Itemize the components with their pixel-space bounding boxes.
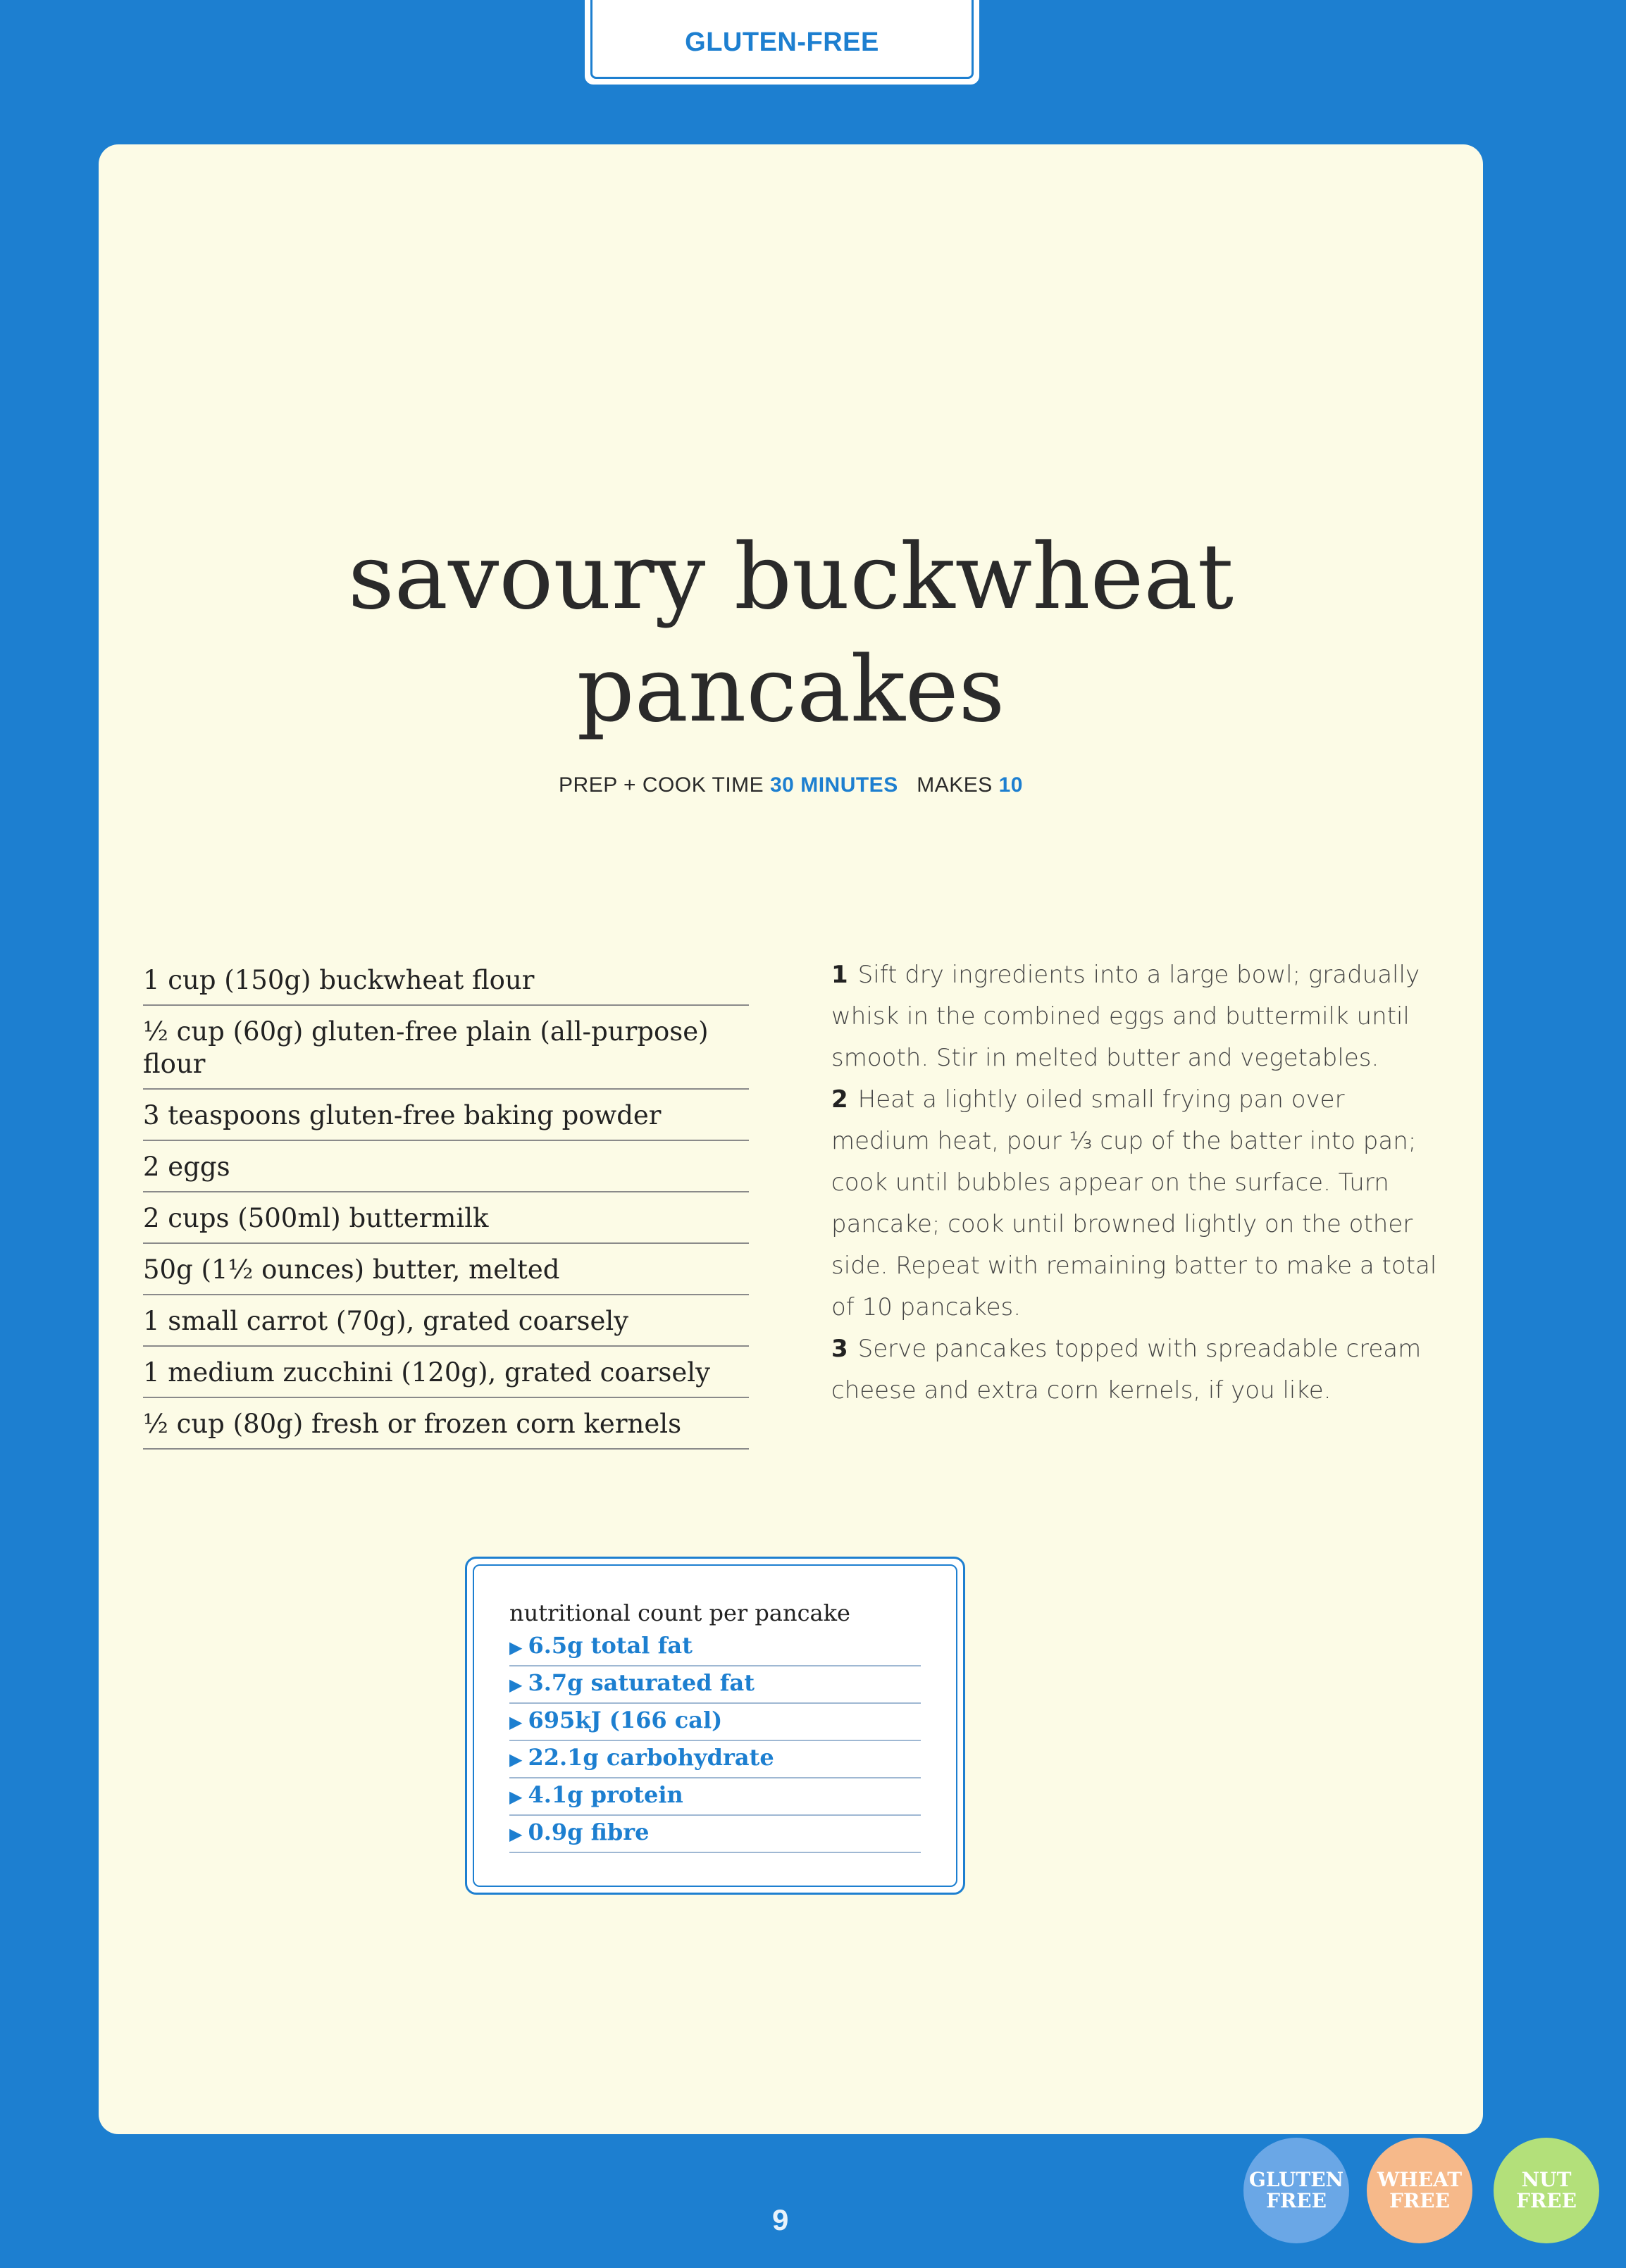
step-number: 3 [831,1335,848,1363]
gluten-free-badge [1243,2138,1349,2243]
step-text: Sift dry ingredients into a large bowl; gradually whisk in the combined eggs and buttermilk until smooth. Stir in melted butter and vegetables. [831,961,1420,1072]
ingredient-item: 1 small carrot (70g), grated coarsely [143,1295,749,1347]
badge-line: GLUTEN [1248,2168,1344,2191]
triangle-bullet-icon: ▶ [509,1786,523,1807]
nutrition-box-frame [473,1564,957,1887]
nutrition-box [465,1557,965,1895]
nutrition-item [509,1629,921,1666]
nutrition-value: 22.1g carbohydrate [528,1744,774,1771]
recipe-title-line2: pancakes [576,637,1005,742]
nutrition-value: 4.1g protein [528,1781,683,1808]
ingredient-item: 50g (1½ ounces) butter, melted [143,1244,749,1295]
nutrition-item [509,1666,921,1704]
ingredient-item: 2 eggs [143,1141,749,1192]
page-number: 9 [772,2203,789,2236]
nutrition-heading: nutritional count per pancake [509,1600,850,1626]
category-tab-label: GLUTEN-FREE [685,27,879,57]
step-number: 1 [831,961,848,989]
badge-line: FREE [1516,2189,1577,2212]
recipe-title [99,521,1483,747]
nut-free-badge [1494,2138,1599,2243]
recipe-title-line1: savoury buckwheat [347,525,1234,630]
nutrition-list [509,1629,921,1853]
badge-line: FREE [1389,2189,1450,2212]
triangle-bullet-icon: ▶ [509,1749,523,1769]
nutrition-value: 0.9g fibre [528,1819,650,1845]
nutrition-item [509,1741,921,1778]
badge-line: WHEAT [1377,2168,1463,2191]
nutrition-item [509,1704,921,1741]
makes-label: MAKES [917,773,993,797]
nutrition-value: 6.5g total fat [528,1632,693,1659]
badge-line: FREE [1266,2189,1327,2212]
ingredient-item: 1 medium zucchini (120g), grated coarsely [143,1347,749,1398]
triangle-bullet-icon: ▶ [509,1637,523,1657]
ingredient-item: ½ cup (80g) fresh or frozen corn kernels [143,1398,749,1450]
wheat-free-badge [1367,2138,1472,2243]
nutrition-item [509,1778,921,1816]
nutrition-value: 695kJ (166 cal) [528,1707,723,1733]
method-step [831,954,1444,1079]
step-text: Serve pancakes topped with spreadable cream cheese and extra corn kernels, if you like. [831,1335,1422,1404]
triangle-bullet-icon: ▶ [509,1712,523,1732]
recipe-meta [99,773,1483,797]
ingredients-list [143,954,749,1450]
triangle-bullet-icon: ▶ [509,1674,523,1695]
step-text: Heat a lightly oiled small frying pan over medium heat, pour ⅓ cup of the batter into pan; cook until bubbles appear on the surface. Turn pancake; cook until browned lightly on the other side. Repeat with remaining batter to make a total of 10 pancakes. [831,1085,1437,1321]
nutrition-item [509,1816,921,1853]
method-step [831,1328,1444,1412]
step-number: 2 [831,1085,848,1114]
nutrition-value: 3.7g saturated fat [528,1669,755,1696]
ingredient-item: 3 teaspoons gluten-free baking powder [143,1090,749,1141]
badge-line: NUT [1521,2168,1572,2191]
ingredient-item: ½ cup (60g) gluten-free plain (all-purpose) flour [143,1006,749,1090]
prep-value: 30 MINUTES [770,773,898,797]
category-tab-frame [590,0,974,79]
prep-label: PREP + COOK TIME [559,773,764,797]
category-tab [585,0,979,85]
method-steps [831,954,1444,1412]
makes-value: 10 [998,773,1023,797]
method-step [831,1079,1444,1328]
ingredient-item: 1 cup (150g) buckwheat flour [143,954,749,1006]
triangle-bullet-icon: ▶ [509,1824,523,1844]
ingredient-item: 2 cups (500ml) buttermilk [143,1192,749,1244]
